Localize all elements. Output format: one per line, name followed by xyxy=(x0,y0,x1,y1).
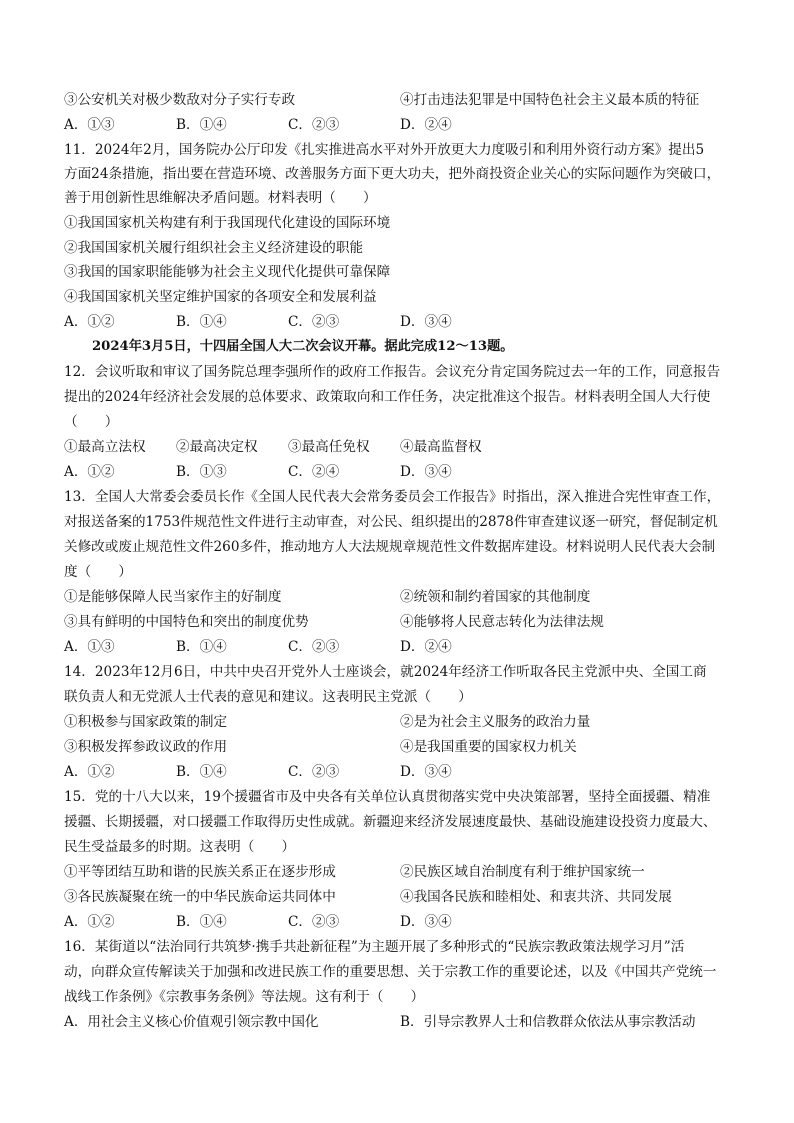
q12-option-3: ③最高任免权 xyxy=(288,439,370,455)
q14-option-1: ①积极参与国家政策的制定 xyxy=(64,714,228,730)
q14-option-4: ④是我国重要的国家权力机关 xyxy=(400,739,577,755)
q12-stem-line-3: （ ） xyxy=(64,414,119,430)
q11-stem-line-3: 善于用创新性思维解决矛盾问题。材料表明（ ） xyxy=(64,190,377,206)
q10-answer-c[interactable]: C．②③ xyxy=(288,117,340,133)
q11-answer-a[interactable]: A．①② xyxy=(64,314,115,330)
q12-option-4: ④最高监督权 xyxy=(400,439,482,455)
q11-option-4: ④我国国家机关坚定维护国家的各项安全和发展利益 xyxy=(64,289,377,305)
q15-stem-line-3: 民生受益最多的时期。这表明（ ） xyxy=(64,839,296,855)
q13-option-3: ③具有鲜明的中国特色和突出的制度优势 xyxy=(64,614,309,630)
q14-stem-line-2: 联负责人和无党派人士代表的意见和建议。这表明民主党派（ ） xyxy=(64,689,472,705)
q14-answer-b[interactable]: B．①④ xyxy=(176,764,227,780)
q14-answer-a[interactable]: A．①② xyxy=(64,764,115,780)
q15-option-3: ③各民族凝聚在统一的中华民族命运共同体中 xyxy=(64,889,336,905)
q16-answer-b[interactable]: B．引导宗教界人士和信教群众依法从事宗教活动 xyxy=(400,1014,696,1030)
q13-option-4: ④能够将人民意志转化为法律法规 xyxy=(400,614,604,630)
q15-stem-line-2: 援疆、长期援疆，对口援疆工作取得历史性成就。新疆迎来经济发展速度最快、基础设施建设投资力度最大、 xyxy=(64,814,717,830)
q12-option-1: ①最高立法权 xyxy=(64,439,146,455)
q12-answer-b[interactable]: B．①③ xyxy=(176,464,227,480)
q14-answer-c[interactable]: C．②③ xyxy=(288,764,340,780)
q10-option-4: ④打击违法犯罪是中国特色社会主义最本质的特征 xyxy=(400,92,700,108)
q15-option-1: ①平等团结互助和谐的民族关系正在逐步形成 xyxy=(64,864,336,880)
q12-stem-line-1: 12．会议听取和审议了国务院总理李强所作的政府工作报告。会议充分肯定国务院过去一年的工作，同意报告 xyxy=(64,364,721,380)
q12-answer-c[interactable]: C．②④ xyxy=(288,464,340,480)
q15-option-4: ④我国各民族和睦相处、和衷共济、共同发展 xyxy=(400,889,672,905)
q15-stem-line-1: 15．党的十八大以来，19个援疆省市及中央各有关单位认真贯彻落实党中央决策部署，坚持全面援疆、精准 xyxy=(64,789,711,805)
q14-answer-d[interactable]: D．③④ xyxy=(400,764,452,780)
q13-answer-d[interactable]: D．②④ xyxy=(400,639,452,655)
q14-option-3: ③积极发挥参政议政的作用 xyxy=(64,739,228,755)
q15-answer-c[interactable]: C．②③ xyxy=(288,914,340,930)
q10-answer-d[interactable]: D．②④ xyxy=(400,117,452,133)
q16-stem-line-1: 16．某街道以“法治同行共筑梦·携手共赴新征程”为主题开展了多种形式的“民族宗教政策法规学习月”活 xyxy=(64,939,685,955)
q13-stem-line-2: 对报送备案的1753件规范性文件进行主动审查，对公民、组织提出的2878件审查建议逐一研究，督促制定机 xyxy=(64,514,718,530)
q12-answer-d[interactable]: D．③④ xyxy=(400,464,452,480)
q13-answer-c[interactable]: C．②③ xyxy=(288,639,340,655)
context-instruction: 2024年3月5日，十四届全国人大二次会议开幕。据此完成12～13题。 xyxy=(92,339,514,354)
q11-answer-b[interactable]: B．①④ xyxy=(176,314,227,330)
q13-answer-a[interactable]: A．①③ xyxy=(64,639,115,655)
q12-answer-a[interactable]: A．①② xyxy=(64,464,115,480)
q10-answer-b[interactable]: B．①④ xyxy=(176,117,227,133)
q13-stem-line-1: 13．全国人大常委会委员长作《全国人民代表大会常务委员会工作报告》时指出，深入推进合宪性审查工作， xyxy=(64,489,721,505)
q11-option-1: ①我国国家机关构建有利于我国现代化建设的国际环境 xyxy=(64,215,391,231)
q13-stem-line-4: 度（ ） xyxy=(64,564,132,580)
q16-stem-line-2: 动，向群众宣传解读关于加强和改进民族工作的重要思想、关于宗教工作的重要论述，以及《中国共产党统一 xyxy=(64,964,717,980)
q16-stem-line-3: 战线工作条例》《宗教事务条例》等法规。这有利于（ ） xyxy=(64,989,425,1005)
q15-answer-d[interactable]: D．③④ xyxy=(400,914,452,930)
q15-answer-b[interactable]: B．①④ xyxy=(176,914,227,930)
q11-answer-d[interactable]: D．③④ xyxy=(400,314,452,330)
q12-stem-line-2: 提出的2024年经济社会发展的总体要求、政策取向和工作任务，决定批准这个报告。材料表明全国人大行使 xyxy=(64,389,711,405)
q13-stem-line-3: 关修改或废止规范性文件260多件，推动地方人大法规规章规范性文件数据库建设。材料说明人民代表大会制 xyxy=(64,539,716,555)
q11-stem-line-2: 方面24条措施，指出要在营造环境、改善服务方面下更大功夫，把外商投资企业关心的实际问题作为突破口， xyxy=(64,166,721,182)
q15-option-2: ②民族区域自治制度有利于维护国家统一 xyxy=(400,864,645,880)
q11-option-3: ③我国的国家职能能够为社会主义现代化提供可靠保障 xyxy=(64,264,391,280)
q11-stem-line-1: 11．2024年2月，国务院办公厅印发《扎实推进高水平对外开放更大力度吸引和利用外资行动方案》提出5 xyxy=(64,142,705,158)
q14-option-2: ②是为社会主义服务的政治力量 xyxy=(400,714,591,730)
q13-option-2: ②统领和制约着国家的其他制度 xyxy=(400,589,591,605)
q16-answer-a[interactable]: A．用社会主义核心价值观引领宗教中国化 xyxy=(64,1014,319,1030)
q15-answer-a[interactable]: A．①② xyxy=(64,914,115,930)
q10-option-3: ③公安机关对极少数敌对分子实行专政 xyxy=(64,92,296,108)
q14-stem-line-1: 14．2023年12月6日，中共中央召开党外人士座谈会，就2024年经济工作听取各民主党派中央、全国工商 xyxy=(64,664,707,680)
q11-answer-c[interactable]: C．②③ xyxy=(288,314,340,330)
q10-answer-a[interactable]: A．①③ xyxy=(64,117,115,133)
q11-option-2: ②我国国家机关履行组织社会主义经济建设的职能 xyxy=(64,240,364,256)
q13-option-1: ①是能够保障人民当家作主的好制度 xyxy=(64,589,282,605)
q13-answer-b[interactable]: B．①④ xyxy=(176,639,227,655)
q12-option-2: ②最高决定权 xyxy=(176,439,258,455)
